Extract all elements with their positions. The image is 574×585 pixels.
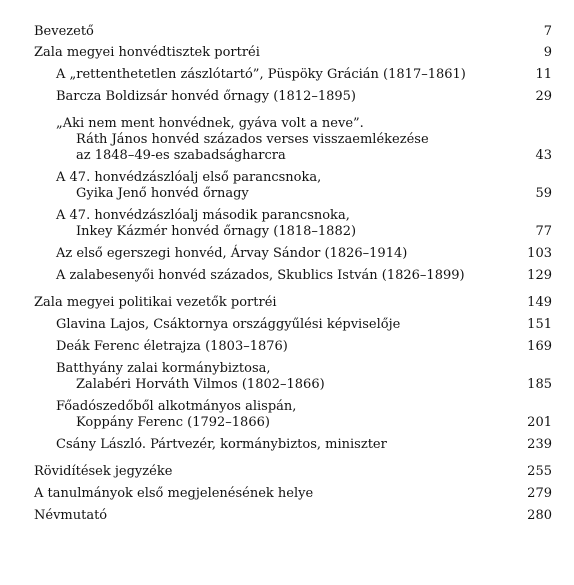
toc-entry-horvath[interactable] (34, 361, 552, 393)
toc-page-number: 239 (527, 437, 552, 452)
toc-page-number: 280 (527, 508, 552, 523)
toc-entry-line: „Aki nem ment honvédnek, gyáva volt a neve”. (56, 116, 364, 131)
toc-page-number: 11 (535, 67, 552, 82)
toc-entry-line: A tanulmányok első megjelenésének helye (34, 486, 314, 501)
toc-entry-title (34, 89, 524, 105)
toc-entry-line: Bevezető (34, 24, 94, 39)
toc-entry-title (34, 399, 524, 431)
toc-entry-megjelenes-helye[interactable] (34, 486, 552, 502)
toc-entry-title (34, 437, 524, 453)
toc-page-number: 7 (543, 24, 552, 39)
toc-entry-glavina[interactable] (34, 317, 552, 333)
toc-entry-title (34, 208, 524, 240)
toc-page-number: 77 (535, 224, 552, 239)
toc-page-number: 59 (535, 186, 552, 201)
toc-entry-title (34, 486, 524, 502)
toc-entry-title (34, 317, 524, 333)
toc-page-number: 185 (527, 377, 552, 392)
toc-entry-title (34, 295, 524, 311)
toc-entry-koppany[interactable] (34, 399, 552, 431)
toc-entry-title (34, 246, 524, 262)
toc-entry-skublics[interactable] (34, 268, 552, 284)
table-of-contents (34, 24, 552, 524)
toc-entry-line: A 47. honvédzászlóalj első parancsnoka, (56, 170, 322, 185)
toc-page-number: 255 (527, 464, 552, 479)
toc-entry-title (34, 508, 524, 524)
toc-entry-title (34, 170, 524, 202)
toc-entry-line: Névmutató (34, 508, 108, 523)
toc-entry-gyika[interactable] (34, 170, 552, 202)
toc-entry-title (34, 116, 524, 164)
toc-entry-line: Gyika Jenő honvéd őrnagy (76, 186, 249, 201)
toc-entry-title (34, 24, 524, 40)
toc-entry-nevmutato[interactable] (34, 508, 552, 524)
toc-entry-line: Glavina Lajos, Csáktornya országgyűlési képviselője (56, 317, 401, 332)
toc-entry-bevezeto[interactable] (34, 24, 552, 40)
toc-entry-line: A 47. honvédzászlóalj második parancsnoka, (56, 208, 350, 223)
toc-entry-title (34, 268, 524, 284)
toc-entry-title (34, 339, 524, 355)
toc-entry-line: Deák Ferenc életrajza (1803–1876) (56, 339, 288, 354)
toc-entry-line: Zala megyei honvédtisztek portréi (34, 45, 260, 60)
toc-entry-line: Barcza Boldizsár honvéd őrnagy (1812–1895) (56, 89, 357, 104)
toc-entry-rath[interactable] (34, 116, 552, 164)
toc-page-number: 149 (527, 295, 552, 310)
toc-page-number: 129 (527, 268, 552, 283)
toc-entry-line: Inkey Kázmér honvéd őrnagy (1818–1882) (76, 224, 357, 239)
toc-entry-barcza[interactable] (34, 89, 552, 105)
toc-entry-rovidítesek[interactable] (34, 464, 552, 480)
toc-page-number: 29 (535, 89, 552, 104)
toc-entry-title (34, 464, 524, 480)
toc-entry-line: Koppány Ferenc (1792–1866) (76, 415, 270, 430)
toc-entry-line: Batthyány zalai kormánybiztosa, (56, 361, 271, 376)
toc-entry-line: Zala megyei politikai vezetők portréi (34, 295, 277, 310)
toc-entry-title (34, 361, 524, 393)
toc-entry-line: A „rettenthetetlen zászlótartó”, Püspöky Grácián (1817–1861) (56, 67, 466, 82)
toc-section-honvedtisztek[interactable] (34, 45, 552, 61)
toc-entry-line: A zalabesenyői honvéd százados, Skublics István (1826–1899) (56, 268, 465, 283)
toc-page-number: 9 (543, 45, 552, 60)
toc-page-number: 43 (535, 148, 552, 163)
toc-entry-line: Csány László. Pártvezér, kormánybiztos, miniszter (56, 437, 387, 452)
toc-entry-line: Főadószedőből alkotmányos alispán, (56, 399, 297, 414)
toc-entry-line: az 1848–49-es szabadságharcra (76, 148, 286, 163)
toc-page-number: 201 (527, 415, 552, 430)
toc-page-number: 103 (527, 246, 552, 261)
toc-entry-inkey[interactable] (34, 208, 552, 240)
toc-entry-csany[interactable] (34, 437, 552, 453)
toc-entry-title (34, 67, 524, 83)
toc-entry-puspoky[interactable] (34, 67, 552, 83)
toc-entry-line: Ráth János honvéd százados verses visszaemlékezése (76, 132, 429, 147)
toc-entry-arvay[interactable] (34, 246, 552, 262)
toc-entry-deak[interactable] (34, 339, 552, 355)
toc-entry-line: Rövidítések jegyzéke (34, 464, 173, 479)
toc-entry-line: Az első egerszegi honvéd, Árvay Sándor (1826–1914) (56, 246, 408, 261)
toc-page-number: 279 (527, 486, 552, 501)
toc-page-number: 151 (527, 317, 552, 332)
toc-entry-title (34, 45, 524, 61)
toc-section-politikai-vezetok[interactable] (34, 295, 552, 311)
toc-entry-line: Zalabéri Horváth Vilmos (1802–1866) (76, 377, 325, 392)
toc-page-number: 169 (527, 339, 552, 354)
